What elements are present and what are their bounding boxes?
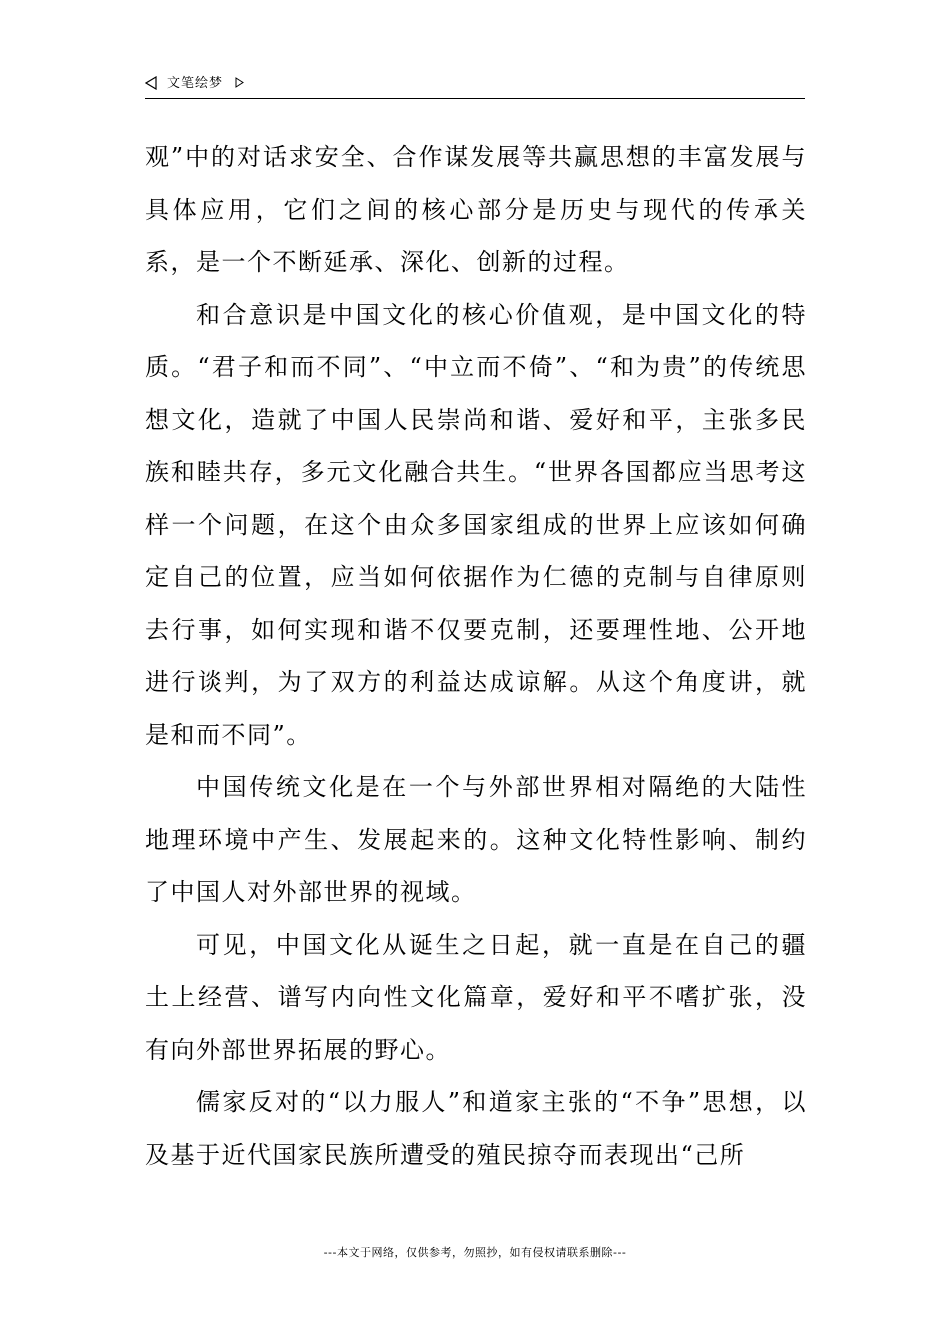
paragraph: 可见，中国文化从诞生之日起，就一直是在自己的疆土上经营、谱写内向性文化篇章，爱好和平不嗜扩张，没有向外部世界拓展的野心。 — [145, 930, 807, 1064]
paragraph: 和合意识是中国文化的核心价值观，是中国文化的特质。“君子和而不同”、“中立而不倚”、“和为贵”的传统思想文化，造就了中国人民崇尚和谐、爱好和平，主张多民族和睦共存，多元文化融合共生。“世界各国都应当思考这样一个问题，在这个由众多国家组成的世界上应该如何确定自己的位置，应当如何依据作为仁德的克制与自律原则去行事，如何实现和谐不仅要克制，还要理性地、公开地进行谈判，为了双方的利益达成谅解。从这个角度讲，就是和而不同”。 — [145, 300, 807, 749]
triangle-left-icon — [145, 76, 157, 90]
paragraph: 中国传统文化是在一个与外部世界相对隔绝的大陆性地理环境中产生、发展起来的。这种文化特性影响、制约了中国人对外部世界的视域。 — [145, 773, 807, 906]
page-header — [145, 72, 805, 99]
header-brand: 文笔绘梦 — [167, 76, 224, 91]
paragraph: 儒家反对的“以力服人”和道家主张的“不争”思想，以及基于近代国家民族所遭受的殖民掠夺而表现出“己所 — [145, 1088, 807, 1169]
triangle-right-icon — [235, 77, 244, 88]
document-body — [145, 131, 807, 1181]
page-footer-notice: ---本文于网络，仅供参考，勿照抄，如有侵权请联系删除--- — [323, 1246, 627, 1259]
paragraph-continuation: 观”中的对话求安全、合作谋发展等共赢思想的丰富发展与具体应用，它们之间的核心部分是历史与现代的传承关系，是一个不断延承、深化、创新的过程。 — [145, 143, 807, 276]
